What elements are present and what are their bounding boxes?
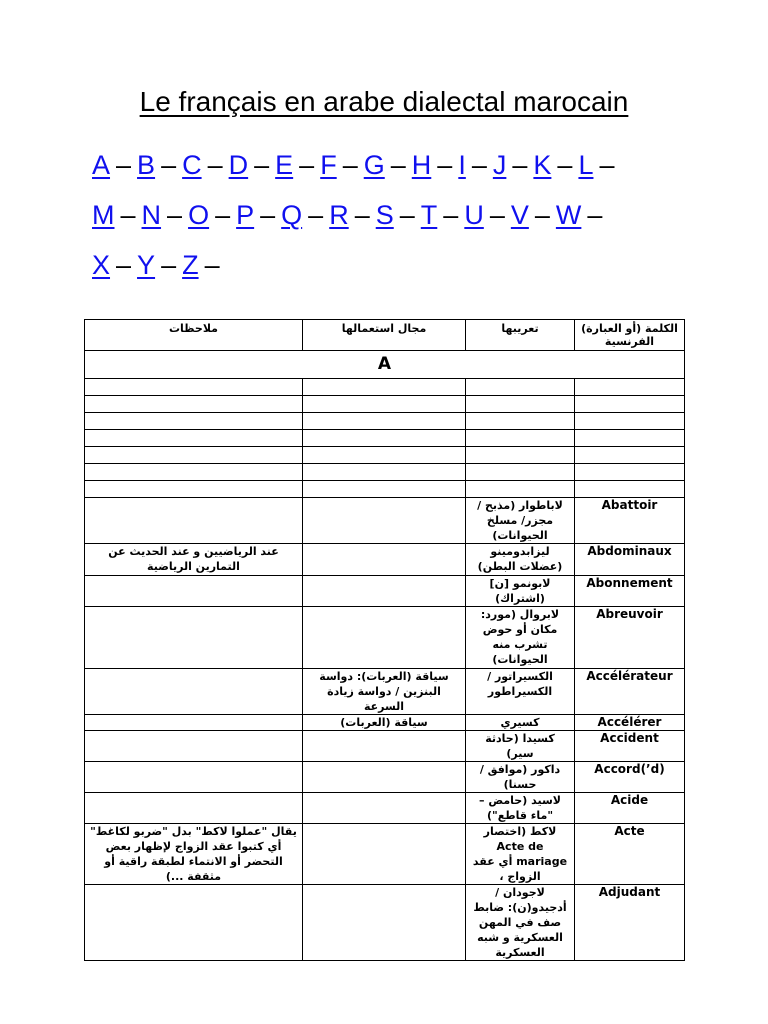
table-row xyxy=(85,762,685,793)
alphabet-index xyxy=(92,140,682,290)
cell-notes xyxy=(85,498,303,544)
letter-link-b[interactable]: B xyxy=(137,150,156,180)
separator-dash: – xyxy=(437,150,453,180)
separator-dash: – xyxy=(215,200,231,230)
cell-word: Adjudant xyxy=(575,885,685,961)
letter-link-h[interactable]: H xyxy=(411,150,432,180)
alphabet-line-3 xyxy=(92,240,682,290)
cell-notes: يقال "عملوا لاكط" بدل "ضربو لكاغط" أي كتبوا عقد الزواج لإظهار بعض التحضر أو الانتماء لطبقة راقية أو مثقفة ...) xyxy=(85,824,303,885)
empty-row xyxy=(85,379,685,396)
separator-dash: – xyxy=(161,250,177,280)
letter-link-o[interactable]: O xyxy=(188,200,210,230)
separator-dash: – xyxy=(599,150,615,180)
separator-dash: – xyxy=(443,200,459,230)
letter-link-j[interactable]: J xyxy=(492,150,507,180)
cell-usage: سياقة (العربات): دواسة البنزين / دواسة زيادة السرعة xyxy=(303,669,466,715)
cell-notes xyxy=(85,885,303,961)
cell-word: Accord(’d) xyxy=(575,762,685,793)
letter-link-n[interactable]: N xyxy=(141,200,162,230)
letter-link-q[interactable]: Q xyxy=(281,200,303,230)
letter-link-a[interactable]: A xyxy=(92,150,111,180)
separator-dash: – xyxy=(390,150,406,180)
separator-dash: – xyxy=(161,150,177,180)
letter-link-u[interactable]: U xyxy=(464,200,484,230)
cell-notes xyxy=(85,731,303,762)
header-notes: ملاحظات xyxy=(85,320,303,351)
separator-dash: – xyxy=(587,200,603,230)
separator-dash: – xyxy=(557,150,573,180)
cell-notes: عند الرياضيين و عند الحديث عن التمارين الرياضية xyxy=(85,544,303,576)
letter-link-f[interactable]: F xyxy=(320,150,337,180)
cell-usage xyxy=(303,824,466,885)
empty-row xyxy=(85,447,685,464)
letter-link-m[interactable]: M xyxy=(92,200,115,230)
letter-link-y[interactable]: Y xyxy=(137,250,156,280)
cell-word: Abdominaux xyxy=(575,544,685,576)
cell-arabization: لابونمو [ن] (اشتراك) xyxy=(466,576,575,607)
cell-arabization: لاسيد (حامض – "ماء قاطع") xyxy=(466,793,575,824)
separator-dash: – xyxy=(489,200,505,230)
cell-usage xyxy=(303,576,466,607)
table-row xyxy=(85,607,685,669)
cell-usage xyxy=(303,885,466,961)
table-row xyxy=(85,576,685,607)
separator-dash: – xyxy=(260,200,276,230)
cell-usage xyxy=(303,607,466,669)
letter-link-l[interactable]: L xyxy=(578,150,594,180)
cell-notes xyxy=(85,576,303,607)
cell-word: Accélérer xyxy=(575,715,685,731)
cell-arabization: لاجودان / أدجيدو(ن): ضابط صف في المهن العسكرية و شبه العسكرية xyxy=(466,885,575,961)
table-row xyxy=(85,885,685,961)
separator-dash: – xyxy=(254,150,270,180)
empty-row xyxy=(85,464,685,481)
separator-dash: – xyxy=(471,150,487,180)
letter-link-c[interactable]: C xyxy=(182,150,202,180)
cell-arabization: لابروال (مورد: مكان أو حوض تشرب منه الحيوانات) xyxy=(466,607,575,669)
alphabet-line-1 xyxy=(92,140,682,190)
letter-link-t[interactable]: T xyxy=(420,200,438,230)
glossary-table xyxy=(84,319,685,961)
cell-usage xyxy=(303,731,466,762)
separator-dash: – xyxy=(354,200,370,230)
separator-dash: – xyxy=(299,150,315,180)
cell-notes xyxy=(85,715,303,731)
separator-dash: – xyxy=(342,150,358,180)
cell-arabization: الكسيراتور / الكسيراطور xyxy=(466,669,575,715)
cell-arabization: لاكط (اختصار Acte de mariage أي عقد الزواج ، xyxy=(466,824,575,885)
cell-notes xyxy=(85,793,303,824)
separator-dash: – xyxy=(308,200,324,230)
cell-word: Acte xyxy=(575,824,685,885)
separator-dash: – xyxy=(534,200,550,230)
letter-link-s[interactable]: S xyxy=(375,200,394,230)
cell-arabization: داكور (موافق /حسنا) xyxy=(466,762,575,793)
separator-dash: – xyxy=(116,150,132,180)
cell-usage xyxy=(303,793,466,824)
cell-usage xyxy=(303,544,466,576)
separator-dash: – xyxy=(116,250,132,280)
cell-arabization: لاباطوار (مذبح /مجزر/ مسلخ الحيوانات) xyxy=(466,498,575,544)
table-row xyxy=(85,498,685,544)
letter-link-e[interactable]: E xyxy=(275,150,294,180)
cell-word: Abattoir xyxy=(575,498,685,544)
header-arabization: تعريبها xyxy=(466,320,575,351)
cell-word: Abonnement xyxy=(575,576,685,607)
separator-dash: – xyxy=(207,150,223,180)
letter-link-k[interactable]: K xyxy=(533,150,552,180)
separator-dash: – xyxy=(120,200,136,230)
letter-link-g[interactable]: G xyxy=(363,150,385,180)
header-usage: مجال استعمالها xyxy=(303,320,466,351)
table-row xyxy=(85,731,685,762)
page-title: Le français en arabe dialectal marocain xyxy=(139,86,629,117)
letter-link-v[interactable]: V xyxy=(510,200,529,230)
letter-link-i[interactable]: I xyxy=(458,150,466,180)
cell-word: Abreuvoir xyxy=(575,607,685,669)
table-row xyxy=(85,715,685,731)
cell-usage xyxy=(303,762,466,793)
section-letter: A xyxy=(85,351,685,379)
cell-word: Acide xyxy=(575,793,685,824)
letter-link-r[interactable]: R xyxy=(329,200,349,230)
empty-row xyxy=(85,430,685,447)
cell-notes xyxy=(85,607,303,669)
cell-usage: سياقة (العربات) xyxy=(303,715,466,731)
table-row xyxy=(85,793,685,824)
cell-notes xyxy=(85,762,303,793)
separator-dash: – xyxy=(399,200,415,230)
separator-dash: – xyxy=(204,250,220,280)
table-row xyxy=(85,669,685,715)
cell-word: Accélérateur xyxy=(575,669,685,715)
cell-usage xyxy=(303,498,466,544)
cell-notes xyxy=(85,669,303,715)
cell-arabization: كسيدا (حادثة سير) xyxy=(466,731,575,762)
empty-row xyxy=(85,396,685,413)
letter-link-d[interactable]: D xyxy=(228,150,249,180)
glossary-body xyxy=(85,351,685,961)
header-word: الكلمة (أو العبارة) الفرنسية xyxy=(575,320,685,351)
empty-row xyxy=(85,481,685,498)
cell-arabization: ليزابدومينو (عضلات البطن) xyxy=(466,544,575,576)
table-row xyxy=(85,544,685,576)
letter-link-p[interactable]: P xyxy=(236,200,255,230)
cell-word: Accident xyxy=(575,731,685,762)
letter-link-w[interactable]: W xyxy=(555,200,582,230)
separator-dash: – xyxy=(167,200,183,230)
separator-dash: – xyxy=(512,150,528,180)
table-row xyxy=(85,824,685,885)
cell-arabization: كسيري xyxy=(466,715,575,731)
empty-row xyxy=(85,413,685,430)
letter-link-z[interactable]: Z xyxy=(182,250,199,280)
letter-link-x[interactable]: X xyxy=(92,250,111,280)
alphabet-line-2 xyxy=(92,190,682,240)
